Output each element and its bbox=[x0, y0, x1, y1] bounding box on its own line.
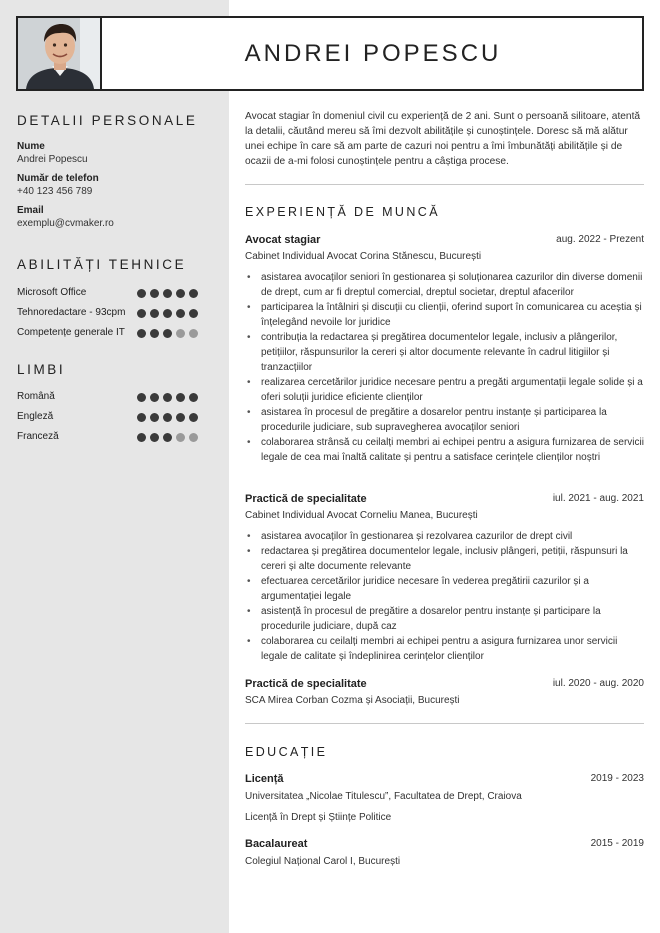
rating-dot-filled bbox=[163, 433, 172, 442]
job-title: Practică de specialitate bbox=[245, 678, 367, 690]
list-item: • participarea la întâlniri și discuții cu clienții, oferind suport în comunicarea cu aceștia și înțelegând nevoile lor juridice bbox=[245, 300, 645, 330]
rating-dot-filled bbox=[163, 413, 172, 422]
rating-dot-filled bbox=[150, 329, 159, 338]
education-degree: Licență bbox=[245, 773, 284, 785]
rating-dot-filled bbox=[163, 393, 172, 402]
language-row bbox=[17, 391, 207, 405]
job-title: Avocat stagiar bbox=[245, 234, 321, 246]
language-rating bbox=[137, 393, 198, 402]
skill-row bbox=[17, 307, 207, 321]
skill-rating bbox=[137, 329, 198, 338]
name-label: Nume bbox=[17, 141, 45, 152]
rating-dot-filled bbox=[176, 289, 185, 298]
list-item: • asistarea avocaților în gestionarea și rezolvarea cazurilor de drept civil bbox=[245, 529, 645, 544]
language-rating bbox=[137, 433, 198, 442]
language-name: Română bbox=[17, 391, 55, 402]
job-date: aug. 2022 - Prezent bbox=[556, 234, 644, 245]
rating-dot-empty bbox=[176, 433, 185, 442]
job-date: iul. 2020 - aug. 2020 bbox=[552, 678, 644, 689]
rating-dot-filled bbox=[150, 413, 159, 422]
job-company: Cabinet Individual Avocat Corneliu Manea, București bbox=[245, 510, 478, 521]
education-date: 2015 - 2019 bbox=[590, 838, 644, 849]
skill-name: Competențe generale IT bbox=[17, 327, 125, 338]
phone-label: Număr de telefon bbox=[17, 173, 99, 184]
skill-name: Microsoft Office bbox=[17, 287, 87, 298]
rating-dot-empty bbox=[189, 329, 198, 338]
skills-title: ABILITĂȚI TEHNICE bbox=[17, 257, 187, 272]
language-row bbox=[17, 431, 207, 445]
job-date: iul. 2021 - aug. 2021 bbox=[552, 493, 644, 504]
list-item: • realizarea cercetărilor juridice necesare pentru a pregăti argumentații legale solide și a oferi soluții juridice eficiente clienților bbox=[245, 375, 645, 405]
job-company: SCA Mirea Corban Cozma și Asociații, București bbox=[245, 695, 460, 706]
rating-dot-filled bbox=[150, 289, 159, 298]
language-row bbox=[17, 411, 207, 425]
list-item: • contribuția la redactarea și pregătirea documentelor legale, inclusiv a plângerilor, petițiilor, răspunsurilor la cereri și altor documente relevante în cadrul litigiilor și tranzacțiilor bbox=[245, 330, 645, 375]
personal-details-title: DETALII PERSONALE bbox=[17, 113, 198, 128]
rating-dot-filled bbox=[150, 433, 159, 442]
person-name: ANDREI POPESCU bbox=[244, 39, 502, 67]
email-value: exemplu@cvmaker.ro bbox=[17, 218, 114, 229]
language-name: Engleză bbox=[17, 411, 54, 422]
sidebar bbox=[0, 0, 229, 933]
list-item: • asistarea avocaților seniori în gestionarea și soluționarea cazurilor din diverse domenii de drept, cum ar fi dreptul comercial, dreptul societar, dreptul afacerilor bbox=[245, 270, 645, 300]
education-title: EDUCAȚIE bbox=[245, 745, 328, 759]
rating-dot-filled bbox=[150, 393, 159, 402]
divider bbox=[245, 184, 644, 185]
job-company: Cabinet Individual Avocat Corina Stănescu, București bbox=[245, 251, 482, 262]
rating-dot-filled bbox=[137, 413, 146, 422]
rating-dot-filled bbox=[137, 329, 146, 338]
list-item: • colaborarea strânsă cu ceilalți membri ai echipei pentru a asigura furnizarea de servicii legale de cea mai înaltă calitate și pentru a satisface cerințele clienților noștri bbox=[245, 435, 645, 465]
job-duties bbox=[245, 529, 645, 664]
skill-row bbox=[17, 287, 207, 301]
divider bbox=[245, 723, 644, 724]
rating-dot-filled bbox=[150, 309, 159, 318]
list-item: • efectuarea cercetărilor juridice necesare în vederea pregătirii cazurilor și a argumentației legale bbox=[245, 574, 645, 604]
rating-dot-filled bbox=[189, 289, 198, 298]
rating-dot-filled bbox=[137, 289, 146, 298]
education-school: Universitatea „Nicolae Titulescu”, Facultatea de Drept, Craiova bbox=[245, 791, 522, 802]
header bbox=[16, 16, 644, 91]
languages-title: LIMBI bbox=[17, 362, 66, 377]
job-duties bbox=[245, 270, 645, 465]
rating-dot-filled bbox=[176, 413, 185, 422]
person-photo-icon bbox=[18, 18, 102, 89]
rating-dot-filled bbox=[176, 309, 185, 318]
rating-dot-filled bbox=[163, 309, 172, 318]
skill-row bbox=[17, 327, 207, 341]
rating-dot-filled bbox=[163, 289, 172, 298]
rating-dot-filled bbox=[137, 393, 146, 402]
profile-summary: Avocat stagiar în domeniul civil cu experiență de 2 ani. Sunt o persoană silitoare, atentă la detalii, căutând mereu să îmi dezvolt abilitățile și cunoștințele. Doresc să mă alătur unei echipe în care să am parte de cazuri noi pentru a îmi îmbunătăți abilitățile și de ocazii de a-mi folosi cunoștințele pentru a câștiga procese. bbox=[245, 111, 641, 167]
language-rating bbox=[137, 413, 198, 422]
education-degree: Bacalaureat bbox=[245, 838, 308, 850]
phone-value: +40 123 456 789 bbox=[17, 186, 93, 197]
rating-dot-filled bbox=[176, 393, 185, 402]
rating-dot-filled bbox=[189, 413, 198, 422]
experience-title: EXPERIENȚĂ DE MUNCĂ bbox=[245, 205, 440, 219]
rating-dot-filled bbox=[137, 433, 146, 442]
education-school: Colegiul Național Carol I, București bbox=[245, 856, 401, 867]
language-name: Franceză bbox=[17, 431, 59, 442]
rating-dot-filled bbox=[189, 309, 198, 318]
list-item: • asistență în procesul de pregătire a dosarelor pentru instanțe și participare la procedurile judiciare, după caz bbox=[245, 604, 645, 634]
skill-rating bbox=[137, 289, 198, 298]
rating-dot-empty bbox=[189, 433, 198, 442]
education-detail: Licență în Drept și Științe Politice bbox=[245, 812, 392, 823]
email-label: Email bbox=[17, 205, 44, 216]
list-item: • asistarea în procesul de pregătire a dosarelor pentru instanțe și participarea la procedurile judiciare, sub supravegherea avocaților seniori bbox=[245, 405, 645, 435]
list-item: • redactarea și pregătirea documentelor legale, inclusiv plângeri, petiții, răspunsuri la cereri și alte documente relevante bbox=[245, 544, 645, 574]
rating-dot-filled bbox=[163, 329, 172, 338]
rating-dot-empty bbox=[176, 329, 185, 338]
name-value: Andrei Popescu bbox=[17, 154, 88, 165]
job-title: Practică de specialitate bbox=[245, 493, 367, 505]
education-date: 2019 - 2023 bbox=[590, 773, 644, 784]
list-item: • colaborarea cu ceilalți membri ai echipei pentru a asigura furnizarea unor servicii legale de calitate și îndeplinirea cerințelor clienților bbox=[245, 634, 645, 664]
rating-dot-filled bbox=[189, 393, 198, 402]
skill-name: Tehnoredactare - 93cpm bbox=[17, 307, 126, 318]
rating-dot-filled bbox=[137, 309, 146, 318]
skill-rating bbox=[137, 309, 198, 318]
